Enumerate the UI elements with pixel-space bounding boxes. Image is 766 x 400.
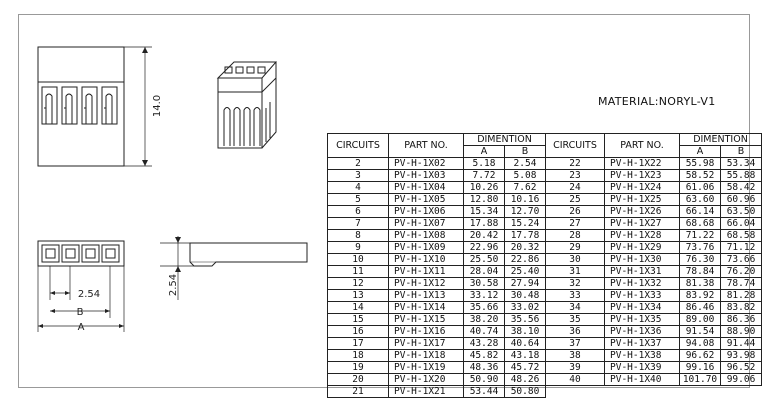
dim-b-cell: 12.70 — [505, 206, 546, 218]
dim-a-cell: 89.00 — [680, 314, 721, 326]
header-row — [328, 134, 762, 146]
circuits-cell: 7 — [328, 218, 389, 230]
dim-b-cell: 43.18 — [505, 350, 546, 362]
dim-b-cell: 81.28 — [721, 290, 762, 302]
dim-b-cell: 20.32 — [505, 242, 546, 254]
circuits-cell: 37 — [546, 338, 605, 350]
dim-b-cell — [721, 386, 762, 398]
dim-b-cell: 25.40 — [505, 266, 546, 278]
dimention-header: DIMENTION — [464, 134, 546, 146]
table-row — [328, 338, 762, 350]
part-no-cell: PV-H-1X17 — [389, 338, 464, 350]
dim-b-cell: 60.96 — [721, 194, 762, 206]
dim-a-cell: 28.04 — [464, 266, 505, 278]
part-no-header: PART NO. — [389, 134, 464, 158]
b-header: B — [505, 146, 546, 158]
dim-a-cell: 68.68 — [680, 218, 721, 230]
circuits-cell: 15 — [328, 314, 389, 326]
dim-a-cell: 78.84 — [680, 266, 721, 278]
dim-b-cell: 53.34 — [721, 158, 762, 170]
circuits-cell: 29 — [546, 242, 605, 254]
b-header-2: B — [721, 146, 762, 158]
dim-a-cell: 71.22 — [680, 230, 721, 242]
circuits-cell: 6 — [328, 206, 389, 218]
side-pitch-label: 2.54 — [168, 273, 179, 297]
part-no-cell: PV-H-1X33 — [605, 290, 680, 302]
spec-table-body — [328, 158, 762, 398]
circuits-cell: 30 — [546, 254, 605, 266]
circuits-header: CIRCUITS — [328, 134, 389, 158]
table-row — [328, 242, 762, 254]
dim-a-cell — [680, 386, 721, 398]
dim-b-cell: 40.64 — [505, 338, 546, 350]
circuits-cell: 24 — [546, 182, 605, 194]
dim-a-cell: 7.72 — [464, 170, 505, 182]
dim-a-cell: 86.46 — [680, 302, 721, 314]
dim-a-cell: 83.92 — [680, 290, 721, 302]
dim-b-cell: 2.54 — [505, 158, 546, 170]
height-dimension-label: 14.0 — [152, 94, 163, 118]
dim-b-cell: 15.24 — [505, 218, 546, 230]
dim-b-cell: 73.66 — [721, 254, 762, 266]
part-no-cell: PV-H-1X31 — [605, 266, 680, 278]
circuits-cell: 31 — [546, 266, 605, 278]
table-row — [328, 362, 762, 374]
circuits-cell: 25 — [546, 194, 605, 206]
part-no-cell: PV-H-1X04 — [389, 182, 464, 194]
dim-b-cell: 38.10 — [505, 326, 546, 338]
part-no-cell: PV-H-1X27 — [605, 218, 680, 230]
part-no-cell: PV-H-1X14 — [389, 302, 464, 314]
dim-a-cell: 48.36 — [464, 362, 505, 374]
part-no-cell: PV-H-1X19 — [389, 362, 464, 374]
dim-a-cell: 61.06 — [680, 182, 721, 194]
circuits-cell: 38 — [546, 350, 605, 362]
dim-a-cell: 91.54 — [680, 326, 721, 338]
part-no-cell: PV-H-1X26 — [605, 206, 680, 218]
dim-b-cell: 91.44 — [721, 338, 762, 350]
dim-b-cell: 50.80 — [505, 386, 546, 398]
dim-a-cell: 99.16 — [680, 362, 721, 374]
part-no-cell: PV-H-1X11 — [389, 266, 464, 278]
circuits-cell: 32 — [546, 278, 605, 290]
dim-b-cell: 78.74 — [721, 278, 762, 290]
table-row — [328, 170, 762, 182]
part-no-cell: PV-H-1X35 — [605, 314, 680, 326]
part-no-cell: PV-H-1X28 — [605, 230, 680, 242]
dim-a-cell: 12.80 — [464, 194, 505, 206]
circuits-cell: 18 — [328, 350, 389, 362]
table-row — [328, 182, 762, 194]
table-row — [328, 326, 762, 338]
circuits-cell: 28 — [546, 230, 605, 242]
dim-a-cell: 10.26 — [464, 182, 505, 194]
dimention-header-2: DIMENTION — [680, 134, 762, 146]
part-no-header-2: PART NO. — [605, 134, 680, 158]
dim-b-cell: 66.04 — [721, 218, 762, 230]
dim-a-cell: 53.44 — [464, 386, 505, 398]
part-no-cell: PV-H-1X30 — [605, 254, 680, 266]
table-row — [328, 230, 762, 242]
part-no-cell: PV-H-1X13 — [389, 290, 464, 302]
table-row — [328, 350, 762, 362]
dim-b-cell: 88.90 — [721, 326, 762, 338]
table-row — [328, 278, 762, 290]
circuits-header-2: CIRCUITS — [546, 134, 605, 158]
circuits-cell: 40 — [546, 374, 605, 386]
dim-a-cell: 45.82 — [464, 350, 505, 362]
dim-b-cell: 35.56 — [505, 314, 546, 326]
dim-a-cell: 50.90 — [464, 374, 505, 386]
dim-a-cell: 55.98 — [680, 158, 721, 170]
part-no-cell: PV-H-1X29 — [605, 242, 680, 254]
part-no-cell: PV-H-1X10 — [389, 254, 464, 266]
part-no-cell: PV-H-1X06 — [389, 206, 464, 218]
a-header-2: A — [680, 146, 721, 158]
dim-b-cell: 76.20 — [721, 266, 762, 278]
front-view-slots — [42, 87, 117, 124]
part-no-cell: PV-H-1X20 — [389, 374, 464, 386]
dim-a-cell: 25.50 — [464, 254, 505, 266]
dim-a-cell: 73.76 — [680, 242, 721, 254]
circuits-cell: 26 — [546, 206, 605, 218]
dim-a-cell: 20.42 — [464, 230, 505, 242]
part-no-cell: PV-H-1X09 — [389, 242, 464, 254]
dim-b-cell: 99.06 — [721, 374, 762, 386]
circuits-cell: 17 — [328, 338, 389, 350]
part-no-cell: PV-H-1X36 — [605, 326, 680, 338]
b-dimension-label: B — [76, 307, 84, 318]
dim-a-cell: 43.28 — [464, 338, 505, 350]
circuits-cell: 10 — [328, 254, 389, 266]
table-row — [328, 314, 762, 326]
circuits-cell: 22 — [546, 158, 605, 170]
part-no-cell: PV-H-1X23 — [605, 170, 680, 182]
dim-b-cell: 63.50 — [721, 206, 762, 218]
front-view-outline — [38, 47, 124, 166]
dim-a-cell: 30.58 — [464, 278, 505, 290]
part-no-cell: PV-H-1X32 — [605, 278, 680, 290]
table-row — [328, 374, 762, 386]
part-no-cell: PV-H-1X21 — [389, 386, 464, 398]
part-no-cell: PV-H-1X24 — [605, 182, 680, 194]
table-row — [328, 290, 762, 302]
circuits-cell — [546, 386, 605, 398]
dim-a-cell: 96.62 — [680, 350, 721, 362]
circuits-cell: 14 — [328, 302, 389, 314]
circuits-cell: 39 — [546, 362, 605, 374]
dim-b-cell: 68.58 — [721, 230, 762, 242]
table-row — [328, 194, 762, 206]
dim-a-cell: 22.96 — [464, 242, 505, 254]
table-row — [328, 302, 762, 314]
table-row — [328, 386, 762, 398]
part-spec-table — [327, 133, 762, 398]
part-no-cell — [605, 386, 680, 398]
dim-b-cell: 93.98 — [721, 350, 762, 362]
circuits-cell: 33 — [546, 290, 605, 302]
part-no-cell: PV-H-1X25 — [605, 194, 680, 206]
part-no-cell: PV-H-1X08 — [389, 230, 464, 242]
part-no-cell: PV-H-1X40 — [605, 374, 680, 386]
part-no-cell: PV-H-1X18 — [389, 350, 464, 362]
dim-a-cell: 33.12 — [464, 290, 505, 302]
circuits-cell: 13 — [328, 290, 389, 302]
part-no-cell: PV-H-1X37 — [605, 338, 680, 350]
side-view-outline — [190, 243, 307, 266]
circuits-cell: 19 — [328, 362, 389, 374]
part-no-cell: PV-H-1X15 — [389, 314, 464, 326]
circuits-cell: 20 — [328, 374, 389, 386]
dim-b-cell: 83.82 — [721, 302, 762, 314]
dim-b-cell: 48.26 — [505, 374, 546, 386]
dim-a-cell: 58.52 — [680, 170, 721, 182]
circuits-cell: 9 — [328, 242, 389, 254]
dim-b-cell: 33.02 — [505, 302, 546, 314]
dim-b-cell: 96.52 — [721, 362, 762, 374]
circuits-cell: 23 — [546, 170, 605, 182]
dim-a-cell: 5.18 — [464, 158, 505, 170]
table-row — [328, 254, 762, 266]
dim-a-cell: 66.14 — [680, 206, 721, 218]
material-label: MATERIAL:NORYL-V1 — [598, 95, 716, 108]
circuits-cell: 5 — [328, 194, 389, 206]
front-view — [38, 47, 152, 166]
dim-b-cell: 5.08 — [505, 170, 546, 182]
dim-b-cell: 86.36 — [721, 314, 762, 326]
dim-b-cell: 22.86 — [505, 254, 546, 266]
circuits-cell: 27 — [546, 218, 605, 230]
isometric-view — [218, 62, 276, 148]
dim-a-cell: 38.20 — [464, 314, 505, 326]
dim-a-cell: 40.74 — [464, 326, 505, 338]
part-no-cell: PV-H-1X02 — [389, 158, 464, 170]
top-view — [38, 241, 124, 332]
circuits-cell: 12 — [328, 278, 389, 290]
dim-a-cell: 17.88 — [464, 218, 505, 230]
dim-b-cell: 30.48 — [505, 290, 546, 302]
dim-a-cell: 15.34 — [464, 206, 505, 218]
dim-b-cell: 45.72 — [505, 362, 546, 374]
circuits-cell: 16 — [328, 326, 389, 338]
part-no-cell: PV-H-1X03 — [389, 170, 464, 182]
circuits-cell: 11 — [328, 266, 389, 278]
part-no-cell: PV-H-1X07 — [389, 218, 464, 230]
a-dimension-label: A — [77, 322, 85, 333]
side-view — [160, 236, 307, 300]
table-row — [328, 218, 762, 230]
circuits-cell: 2 — [328, 158, 389, 170]
circuits-cell: 3 — [328, 170, 389, 182]
part-no-cell: PV-H-1X22 — [605, 158, 680, 170]
circuits-cell: 36 — [546, 326, 605, 338]
circuits-cell: 35 — [546, 314, 605, 326]
circuits-cell: 21 — [328, 386, 389, 398]
pitch-dimension-label: 2.54 — [77, 289, 101, 300]
part-no-cell: PV-H-1X38 — [605, 350, 680, 362]
dim-a-cell: 35.66 — [464, 302, 505, 314]
table-row — [328, 206, 762, 218]
dim-a-cell: 81.38 — [680, 278, 721, 290]
table-row — [328, 266, 762, 278]
circuits-cell: 34 — [546, 302, 605, 314]
circuits-cell: 8 — [328, 230, 389, 242]
dim-b-cell: 17.78 — [505, 230, 546, 242]
dim-a-cell: 101.70 — [680, 374, 721, 386]
dim-a-cell: 94.08 — [680, 338, 721, 350]
dim-a-cell: 76.30 — [680, 254, 721, 266]
table-row — [328, 158, 762, 170]
part-no-cell: PV-H-1X39 — [605, 362, 680, 374]
circuits-cell: 4 — [328, 182, 389, 194]
a-header: A — [464, 146, 505, 158]
dim-b-cell: 71.12 — [721, 242, 762, 254]
part-no-cell: PV-H-1X34 — [605, 302, 680, 314]
dim-a-cell: 63.60 — [680, 194, 721, 206]
part-no-cell: PV-H-1X12 — [389, 278, 464, 290]
dim-b-cell: 10.16 — [505, 194, 546, 206]
part-no-cell: PV-H-1X16 — [389, 326, 464, 338]
dim-b-cell: 27.94 — [505, 278, 546, 290]
dim-b-cell: 58.42 — [721, 182, 762, 194]
dim-b-cell: 7.62 — [505, 182, 546, 194]
part-no-cell: PV-H-1X05 — [389, 194, 464, 206]
dim-b-cell: 55.88 — [721, 170, 762, 182]
